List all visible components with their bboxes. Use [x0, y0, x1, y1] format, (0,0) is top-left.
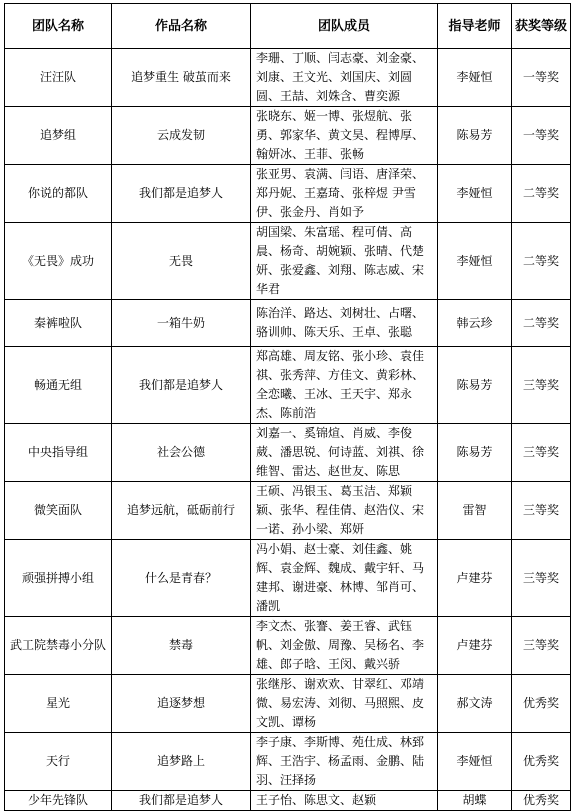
- members-cell: 陈治洋、路达、刘树壮、占曙、骆训帅、陈天乐、王卓、张聪: [251, 300, 438, 347]
- team-name-cell: 微笑面队: [5, 482, 112, 540]
- team-name-cell: 畅通无组: [5, 347, 112, 424]
- work-name-cell: 社会公德: [112, 424, 251, 482]
- table-row: [5, 347, 571, 424]
- members-cell: 王子怡、陈思文、赵颖: [251, 791, 438, 811]
- members-cell: 冯小娟、赵士豪、刘佳鑫、姚辉、袁金辉、魏成、戴宇轩、马建邦、谢进豪、林博、邹肖可、潘凯: [251, 540, 438, 617]
- advisor-cell: 李娅恒: [438, 733, 512, 791]
- advisor-cell: 李娅恒: [438, 49, 512, 107]
- header-award-level: 获奖等级: [512, 4, 571, 49]
- team-name-cell: 顽强拼搏小组: [5, 540, 112, 617]
- award-cell: 二等奖: [512, 165, 571, 223]
- team-name-cell: 你说的都队: [5, 165, 112, 223]
- members-cell: 李珊、丁顺、闫志豪、刘金豪、刘康、王文光、刘国庆、刘圆圆、王喆、刘姝含、曹奕源: [251, 49, 438, 107]
- work-name-cell: 追梦远航，砥砺前行: [112, 482, 251, 540]
- work-name-cell: 追梦路上: [112, 733, 251, 791]
- table-row: [5, 540, 571, 617]
- members-cell: 李子康、李斯博、苑仕成、林郅辉、王浩宇、杨孟雨、金鹏、陆羽、汪择扬: [251, 733, 438, 791]
- award-cell: 一等奖: [512, 107, 571, 165]
- advisor-cell: 陈易芳: [438, 424, 512, 482]
- header-team-name: 团队名称: [5, 4, 112, 49]
- table-row: [5, 675, 571, 733]
- team-name-cell: 追梦组: [5, 107, 112, 165]
- award-cell: 二等奖: [512, 223, 571, 300]
- award-cell: 优秀奖: [512, 675, 571, 733]
- advisor-cell: 李娅恒: [438, 165, 512, 223]
- members-cell: 张亚男、袁满、闫语、唐泽荣、郑丹妮、王嘉琦、张梓煜 尹雪伊、张金丹、肖如予: [251, 165, 438, 223]
- team-name-cell: 秦裤啦队: [5, 300, 112, 347]
- table-row: [5, 617, 571, 675]
- advisor-cell: 郝文涛: [438, 675, 512, 733]
- work-name-cell: 我们都是追梦人: [112, 165, 251, 223]
- team-name-cell: 武工院禁毒小分队: [5, 617, 112, 675]
- award-cell: 三等奖: [512, 482, 571, 540]
- advisor-cell: 李娅恒: [438, 223, 512, 300]
- advisor-cell: 韩云珍: [438, 300, 512, 347]
- work-name-cell: 禁毒: [112, 617, 251, 675]
- members-cell: 郑高雄、周友铭、张小珍、袁佳祺、张秀萍、方佳文、黄彩林、全恋曦、王冰、王天宇、郑永杰、陈前浩: [251, 347, 438, 424]
- table-row: [5, 733, 571, 791]
- work-name-cell: 追梦重生 破茧而来: [112, 49, 251, 107]
- award-cell: 二等奖: [512, 300, 571, 347]
- table-row: [5, 300, 571, 347]
- work-name-cell: 无畏: [112, 223, 251, 300]
- table-row: [5, 424, 571, 482]
- award-cell: 三等奖: [512, 540, 571, 617]
- advisor-cell: 胡蝶: [438, 791, 512, 811]
- table-row: [5, 107, 571, 165]
- team-name-cell: 《无畏》成功: [5, 223, 112, 300]
- header-work-name: 作品名称: [112, 4, 251, 49]
- table-row: [5, 49, 571, 107]
- work-name-cell: 云成发韧: [112, 107, 251, 165]
- table-row: [5, 791, 571, 811]
- work-name-cell: 我们都是追梦人: [112, 791, 251, 811]
- table-header-row: [5, 4, 571, 49]
- work-name-cell: 什么是青春？: [112, 540, 251, 617]
- advisor-cell: 雷智: [438, 482, 512, 540]
- members-cell: 李文杰、张謇、姜王睿、武钰帆、刘金傲、周豫、吴杨名、李雄、郎子晗、王闵、戴兴骄: [251, 617, 438, 675]
- work-name-cell: 我们都是追梦人: [112, 347, 251, 424]
- header-team-members: 团队成员: [251, 4, 438, 49]
- members-cell: 胡国梁、朱富瑶、程可倩、高晨、杨奇、胡婉颖、张晴、代楚妍、张爱鑫、刘翔、陈志威、宋华君: [251, 223, 438, 300]
- award-cell: 三等奖: [512, 424, 571, 482]
- award-cell: 一等奖: [512, 49, 571, 107]
- advisor-cell: 卢建芬: [438, 617, 512, 675]
- team-name-cell: 少年先锋队: [5, 791, 112, 811]
- table-row: [5, 223, 571, 300]
- members-cell: 张继彤、谢欢欢、甘翠红、邓靖微、易宏涛、刘彻、马照熙、皮文凯、谭杨: [251, 675, 438, 733]
- work-name-cell: 一箱牛奶: [112, 300, 251, 347]
- table-row: [5, 482, 571, 540]
- header-advisor: 指导老师: [438, 4, 512, 49]
- members-cell: 刘嘉一、奚锦煊、肖威、李俊葳、潘思锐、何诗蓝、刘祺、徐维智、雷达、赵世友、陈思: [251, 424, 438, 482]
- table-row: [5, 165, 571, 223]
- award-cell: 三等奖: [512, 347, 571, 424]
- team-name-cell: 汪汪队: [5, 49, 112, 107]
- advisor-cell: 陈易芳: [438, 107, 512, 165]
- advisor-cell: 卢建芬: [438, 540, 512, 617]
- award-cell: 优秀奖: [512, 791, 571, 811]
- awards-table: [4, 3, 571, 811]
- advisor-cell: 陈易芳: [438, 347, 512, 424]
- team-name-cell: 星光: [5, 675, 112, 733]
- members-cell: 王硕、冯银玉、葛玉洁、郑颖颖、张华、程佳倩、赵浩仪、宋一诺、孙小梁、郑妍: [251, 482, 438, 540]
- work-name-cell: 追逐梦想: [112, 675, 251, 733]
- award-cell: 三等奖: [512, 617, 571, 675]
- award-cell: 优秀奖: [512, 733, 571, 791]
- members-cell: 张晓东、姬一博、张煜航、张勇、郭家华、黄文昊、程博厚、翰妍冰、王菲、张畅: [251, 107, 438, 165]
- team-name-cell: 天行: [5, 733, 112, 791]
- team-name-cell: 中央指导组: [5, 424, 112, 482]
